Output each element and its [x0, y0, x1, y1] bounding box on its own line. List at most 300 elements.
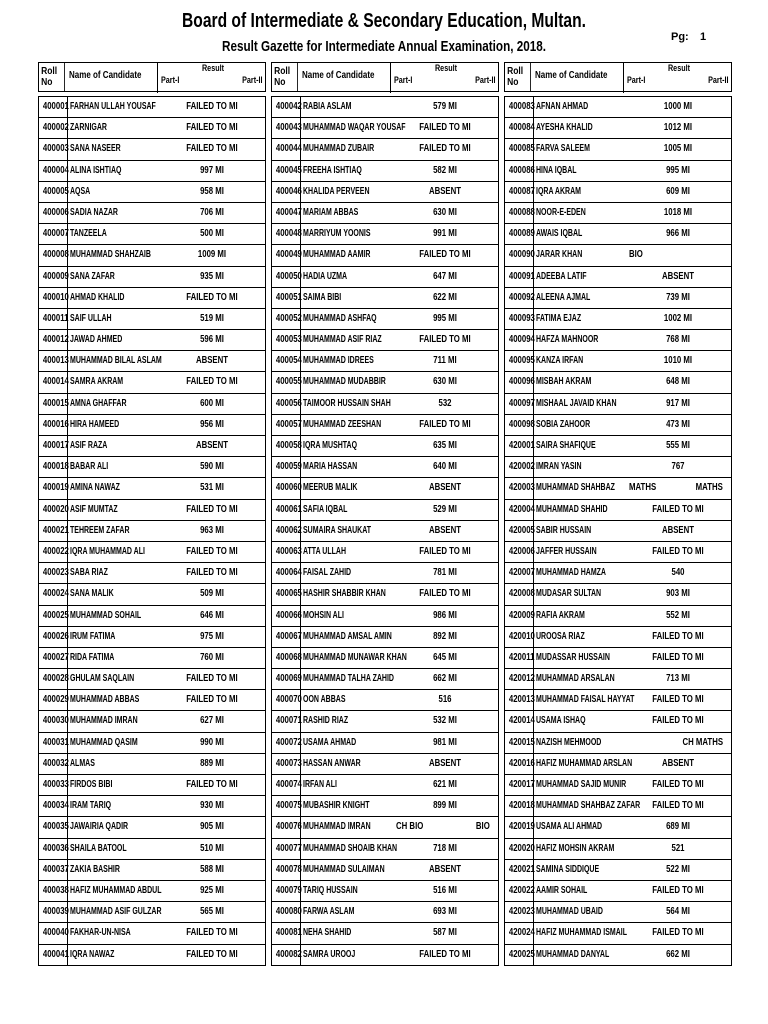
- table-header: [504, 62, 732, 92]
- result-value: 630 MI: [433, 376, 457, 388]
- candidate-name: MUHAMMAD WAQAR YOUSAF: [303, 122, 406, 134]
- result-value: 510 MI: [200, 842, 224, 854]
- cell-divider: [533, 690, 534, 710]
- table-row: [504, 161, 732, 182]
- table-row: [504, 394, 732, 415]
- candidate-name: MUHAMMAD QASIM: [70, 736, 138, 748]
- roll-number: 400004: [42, 164, 69, 176]
- cell-divider: [67, 923, 68, 943]
- result-value: 635 MI: [433, 440, 457, 451]
- table-row: [38, 839, 266, 860]
- roll-number: 400033: [42, 779, 69, 790]
- cell-divider: [533, 563, 534, 583]
- roll-number: 400022: [42, 545, 69, 557]
- roll-number: 420014: [508, 715, 535, 727]
- result-value: 966 MI: [666, 228, 690, 240]
- roll-number: 400083: [508, 101, 535, 112]
- candidate-name: MUHAMMAD SAJID MUNIR: [536, 779, 627, 790]
- roll-number: 400087: [508, 185, 535, 197]
- roll-number: 400053: [275, 334, 302, 346]
- roll-number: 420022: [508, 884, 535, 896]
- result-value: 760 MI: [200, 651, 224, 663]
- roll-number: 420007: [508, 567, 535, 579]
- result-value: 519 MI: [200, 312, 224, 324]
- roll-number: 400021: [42, 524, 69, 536]
- table-row: [38, 796, 266, 817]
- cell-divider: [67, 436, 68, 456]
- result-value: FAILED TO MI: [186, 948, 238, 960]
- result-value: 600 MI: [200, 397, 224, 409]
- roll-number: 400039: [42, 906, 69, 918]
- table-row: [38, 669, 266, 690]
- table-row: [38, 478, 266, 499]
- roll-number: 400055: [275, 376, 302, 388]
- table-row: [271, 521, 499, 542]
- table-row: [38, 606, 266, 627]
- cell-divider: [533, 139, 534, 159]
- table-row: [504, 754, 732, 775]
- result-value: 648 MI: [666, 376, 690, 388]
- roll-number: 400023: [42, 567, 69, 579]
- cell-divider: [300, 754, 301, 774]
- roll-number: 420002: [508, 461, 535, 473]
- result-value: 662 MI: [666, 948, 690, 960]
- result-value: ABSENT: [661, 270, 695, 282]
- result-value: 711 MI: [433, 355, 457, 367]
- cell-divider: [300, 563, 301, 583]
- candidate-name: ATTA ULLAH: [303, 545, 347, 557]
- part1-subjects: CH BIO: [396, 821, 424, 833]
- result-value: FAILED TO MI: [652, 715, 704, 727]
- result-value: 995 MI: [666, 164, 690, 176]
- result-value: 590 MI: [200, 461, 224, 473]
- cell-divider: [300, 521, 301, 541]
- cell-divider: [300, 775, 301, 795]
- candidate-name: JAFFER HUSSAIN: [536, 545, 597, 557]
- candidate-name: MUHAMMAD SHAHBAZ ZAFAR: [536, 800, 641, 812]
- candidate-name: SABIR HUSSAIN: [536, 524, 592, 536]
- table-row: [271, 351, 499, 372]
- cell-divider: [300, 118, 301, 138]
- roll-number: 400052: [275, 312, 302, 324]
- result-value: 935 MI: [200, 270, 224, 282]
- table-row: [38, 394, 266, 415]
- table-row: [38, 224, 266, 245]
- table-row: [38, 267, 266, 288]
- result-value: 930 MI: [200, 800, 224, 812]
- roll-number: 400013: [42, 355, 69, 367]
- cell-divider: [533, 436, 534, 456]
- candidate-name: SAMRA AKRAM: [70, 376, 124, 388]
- part2-label: Part-II: [242, 75, 263, 85]
- cell-divider: [300, 817, 301, 837]
- table-row: [271, 182, 499, 203]
- candidate-name: MUHAMMAD AAMIR: [303, 249, 371, 261]
- table-row: [271, 457, 499, 478]
- candidate-name: JAWAD AHMED: [70, 334, 123, 346]
- part1-subjects: MATHS: [629, 482, 657, 494]
- candidate-name: MUHAMMAD SHAHZAIB: [70, 249, 151, 261]
- table-row: [38, 139, 266, 160]
- roll-number: 400090: [508, 249, 535, 261]
- table-row: [504, 627, 732, 648]
- candidate-name: MUHAMMAD IMRAN: [303, 821, 371, 833]
- table-row: [504, 563, 732, 584]
- result-value: FAILED TO MI: [186, 376, 238, 388]
- roll-number: 400094: [508, 334, 535, 346]
- table-row: [271, 161, 499, 182]
- result-value: 588 MI: [200, 863, 224, 875]
- cell-divider: [67, 203, 68, 223]
- candidate-name: MUHAMMAD IMRAN: [70, 715, 138, 727]
- candidate-name: IQRA AKRAM: [536, 185, 581, 197]
- table-row: [38, 161, 266, 182]
- roll-number: 400064: [275, 567, 302, 579]
- result-value: 596 MI: [200, 334, 224, 346]
- result-value: 521: [671, 842, 685, 854]
- result-value: FAILED TO MI: [652, 545, 704, 557]
- roll-number: 400081: [275, 927, 302, 939]
- table-row: [271, 881, 499, 902]
- cell-divider: [300, 161, 301, 181]
- result-header: [390, 63, 500, 93]
- cell-divider: [300, 351, 301, 371]
- result-value: 1002 MI: [663, 312, 693, 324]
- roll-number: 400018: [42, 461, 69, 473]
- cell-divider: [300, 415, 301, 435]
- candidate-name: MISHAAL JAVAID KHAN: [536, 397, 617, 409]
- roll-no-header: Roll No: [507, 63, 531, 91]
- candidate-name: TARIQ HUSSAIN: [303, 884, 358, 896]
- table-row: [271, 224, 499, 245]
- table-row: [38, 351, 266, 372]
- result-value: 609 MI: [666, 185, 690, 197]
- roll-number: 420020: [508, 842, 535, 854]
- result-value: 582 MI: [433, 164, 457, 176]
- result-value: FAILED TO MI: [186, 673, 238, 685]
- cell-divider: [533, 945, 534, 965]
- cell-divider: [67, 288, 68, 308]
- cell-divider: [533, 415, 534, 435]
- roll-number: 400030: [42, 715, 69, 727]
- page-subtitle: Result Gazette for Intermediate Annual Examination, 2018.: [221, 38, 546, 55]
- roll-number: 400074: [275, 779, 302, 790]
- table-row: [271, 627, 499, 648]
- roll-number: 400044: [275, 143, 302, 155]
- roll-number: 400002: [42, 122, 69, 134]
- result-value: ABSENT: [661, 757, 695, 769]
- cell-divider: [533, 288, 534, 308]
- roll-number: 420005: [508, 524, 535, 536]
- roll-no-header: Roll No: [274, 63, 298, 91]
- result-value: FAILED TO MI: [186, 291, 238, 303]
- table-row: [38, 182, 266, 203]
- cell-divider: [533, 330, 534, 350]
- roll-number: 420010: [508, 630, 535, 642]
- cell-divider: [67, 881, 68, 901]
- table-row: [271, 330, 499, 351]
- cell-divider: [67, 775, 68, 795]
- cell-divider: [533, 733, 534, 753]
- cell-divider: [533, 817, 534, 837]
- result-value: FAILED TO MI: [419, 948, 471, 960]
- table-row: [38, 817, 266, 838]
- part1-subjects: BIO: [629, 249, 643, 261]
- result-value: 540: [671, 567, 685, 579]
- table-row: [271, 775, 499, 796]
- part1-label: Part-I: [161, 75, 180, 85]
- roll-number: 400011: [42, 312, 69, 324]
- candidate-name: SANA MALIK: [70, 588, 114, 600]
- result-value: 905 MI: [200, 821, 224, 833]
- candidate-name: HAFIZ MUHAMMAD ABDUL: [70, 884, 162, 896]
- cell-divider: [300, 627, 301, 647]
- result-value: FAILED TO MI: [652, 630, 704, 642]
- result-table: [504, 96, 732, 966]
- roll-number: 400066: [275, 609, 302, 621]
- table-row: [504, 839, 732, 860]
- candidate-name: IQRA MUSHTAQ: [303, 440, 358, 451]
- roll-number: 400008: [42, 249, 69, 261]
- result-value: 718 MI: [433, 842, 457, 854]
- cell-divider: [533, 711, 534, 731]
- part2-subjects: CH MATHS: [682, 736, 723, 748]
- roll-number: 400073: [275, 757, 302, 769]
- candidate-name: SOBIA ZAHOOR: [536, 418, 591, 430]
- cell-divider: [533, 754, 534, 774]
- roll-number: 420001: [508, 440, 535, 451]
- candidate-name: ASIF MUMTAZ: [70, 503, 118, 515]
- table-row: [271, 309, 499, 330]
- roll-number: 400048: [275, 228, 302, 240]
- result-value: 1005 MI: [663, 143, 693, 155]
- roll-number: 400077: [275, 842, 302, 854]
- table-row: [38, 521, 266, 542]
- cell-divider: [67, 902, 68, 922]
- roll-number: 400037: [42, 863, 69, 875]
- result-value: ABSENT: [428, 482, 462, 494]
- table-row: [271, 563, 499, 584]
- cell-divider: [300, 839, 301, 859]
- candidate-name: ADEEBA LATIF: [536, 270, 587, 282]
- cell-divider: [300, 923, 301, 943]
- candidate-name: MUDASSAR HUSSAIN: [536, 651, 610, 663]
- candidate-name: MUDASAR SULTAN: [536, 588, 602, 600]
- candidate-name: HAFZA MAHNOOR: [536, 334, 599, 346]
- table-row: [38, 563, 266, 584]
- cell-divider: [67, 97, 68, 117]
- table-row: [504, 860, 732, 881]
- roll-number: 400045: [275, 164, 302, 176]
- roll-number: 400088: [508, 206, 535, 218]
- result-value: FAILED TO MI: [419, 143, 471, 155]
- table-row: [271, 478, 499, 499]
- result-value: 532: [438, 397, 452, 409]
- candidate-name: KANZA IRFAN: [536, 355, 584, 367]
- cell-divider: [300, 203, 301, 223]
- roll-number: 400009: [42, 270, 69, 282]
- cell-divider: [300, 330, 301, 350]
- table-row: [504, 606, 732, 627]
- candidate-name: ZAKIA BASHIR: [70, 863, 120, 875]
- roll-number: 400006: [42, 206, 69, 218]
- candidate-name: FARVA SALEEM: [536, 143, 590, 155]
- table-row: [271, 796, 499, 817]
- result-value: ABSENT: [428, 757, 462, 769]
- cell-divider: [533, 97, 534, 117]
- table-row: [38, 584, 266, 605]
- candidate-name: USAMA ISHAQ: [536, 715, 586, 727]
- roll-number: 420013: [508, 694, 535, 706]
- result-value: FAILED TO MI: [419, 545, 471, 557]
- result-value: FAILED TO MI: [419, 122, 471, 134]
- candidate-name: NEHA SHAHID: [303, 927, 352, 939]
- result-value: FAILED TO MI: [419, 334, 471, 346]
- candidate-name: SAMINA SIDDIQUE: [536, 863, 600, 875]
- table-row: [38, 902, 266, 923]
- candidate-name: HADIA UZMA: [303, 270, 348, 282]
- result-value: 662 MI: [433, 673, 457, 685]
- roll-number: 400032: [42, 757, 69, 769]
- roll-number: 400085: [508, 143, 535, 155]
- table-row: [38, 415, 266, 436]
- roll-number: 400028: [42, 673, 69, 685]
- candidate-name: BABAR ALI: [70, 461, 109, 473]
- roll-number: 400017: [42, 440, 69, 451]
- cell-divider: [533, 372, 534, 392]
- result-value: ABSENT: [195, 440, 229, 451]
- table-row: [504, 923, 732, 944]
- table-row: [271, 500, 499, 521]
- cell-divider: [67, 372, 68, 392]
- result-value: 1012 MI: [663, 122, 693, 134]
- candidate-name: SAFIA IQBAL: [303, 503, 348, 515]
- roll-number: 400075: [275, 800, 302, 812]
- cell-divider: [533, 775, 534, 795]
- cell-divider: [67, 457, 68, 477]
- table-row: [38, 330, 266, 351]
- cell-divider: [67, 690, 68, 710]
- result-value: FAILED TO MI: [186, 122, 238, 134]
- cell-divider: [300, 648, 301, 668]
- cell-divider: [300, 245, 301, 265]
- result-value: 991 MI: [433, 228, 457, 240]
- candidate-name: MUHAMMAD HAMZA: [536, 567, 606, 579]
- roll-number: 400020: [42, 503, 69, 515]
- cell-divider: [300, 288, 301, 308]
- result-column-2: [271, 62, 499, 966]
- table-row: [271, 945, 499, 966]
- roll-number: 400095: [508, 355, 535, 367]
- candidate-name: MISBAH AKRAM: [536, 376, 592, 388]
- part2-subjects: MATHS: [695, 482, 723, 494]
- roll-number: 420023: [508, 906, 535, 918]
- table-row: [271, 245, 499, 266]
- cell-divider: [67, 796, 68, 816]
- candidate-name: HAFIZ MOHSIN AKRAM: [536, 842, 615, 854]
- result-value: 956 MI: [200, 418, 224, 430]
- roll-number: 400078: [275, 863, 302, 875]
- result-value: 522 MI: [666, 863, 690, 875]
- table-row: [504, 733, 732, 754]
- page-title: Board of Intermediate & Secondary Education, Multan.: [182, 10, 586, 32]
- result-table: [271, 96, 499, 966]
- result-value: FAILED TO MI: [652, 779, 704, 790]
- result-value: 986 MI: [433, 609, 457, 621]
- cell-divider: [533, 606, 534, 626]
- cell-divider: [300, 902, 301, 922]
- cell-divider: [67, 330, 68, 350]
- result-value: 892 MI: [433, 630, 457, 642]
- candidate-name: MUHAMMAD UBAID: [536, 906, 603, 918]
- cell-divider: [533, 478, 534, 498]
- table-row: [504, 500, 732, 521]
- candidate-name: AHMAD KHALID: [70, 291, 125, 303]
- cell-divider: [533, 309, 534, 329]
- table-row: [504, 182, 732, 203]
- roll-number: 400098: [508, 418, 535, 430]
- candidate-name: FAISAL ZAHID: [303, 567, 352, 579]
- result-value: 1000 MI: [663, 101, 693, 112]
- result-value: FAILED TO MI: [186, 143, 238, 155]
- candidate-name: ALINA ISHTIAQ: [70, 164, 122, 176]
- roll-number: 400080: [275, 906, 302, 918]
- candidate-name: SUMAIRA SHAUKAT: [303, 524, 372, 536]
- cell-divider: [67, 648, 68, 668]
- table-row: [38, 711, 266, 732]
- cell-divider: [533, 839, 534, 859]
- roll-number: 400091: [508, 270, 535, 282]
- table-row: [504, 775, 732, 796]
- candidate-name: UROOSA RIAZ: [536, 630, 585, 642]
- roll-number: 400065: [275, 588, 302, 600]
- candidate-name: NAZISH MEHMOOD: [536, 736, 602, 748]
- cell-divider: [67, 309, 68, 329]
- candidate-name: FARHAN ULLAH YOUSAF: [70, 101, 156, 112]
- candidate-name: TEHREEM ZAFAR: [70, 524, 130, 536]
- roll-number: 400096: [508, 376, 535, 388]
- roll-number: 420012: [508, 673, 535, 685]
- roll-number: 400097: [508, 397, 535, 409]
- table-row: [504, 521, 732, 542]
- candidate-name: MUHAMMAD DANYAL: [536, 948, 610, 960]
- result-value: FAILED TO MI: [419, 588, 471, 600]
- result-value: 1010 MI: [663, 355, 693, 367]
- roll-number: 400059: [275, 461, 302, 473]
- table-row: [504, 139, 732, 160]
- roll-number: 420009: [508, 609, 535, 621]
- cell-divider: [533, 457, 534, 477]
- candidate-name: MUHAMMAD SOHAIL: [70, 609, 142, 621]
- candidate-name: SAIMA BIBI: [303, 291, 342, 303]
- result-value: ABSENT: [428, 185, 462, 197]
- page-number-label: Pg:: [671, 31, 689, 43]
- table-row: [38, 881, 266, 902]
- roll-number: 400025: [42, 609, 69, 621]
- roll-number: 400072: [275, 736, 302, 748]
- roll-number: 400029: [42, 694, 69, 706]
- candidate-name: MUHAMMAD SHAHBAZ: [536, 482, 615, 494]
- candidate-name: AMNA GHAFFAR: [70, 397, 127, 409]
- cell-divider: [67, 839, 68, 859]
- roll-number: 400057: [275, 418, 302, 430]
- table-row: [271, 817, 499, 838]
- table-row: [271, 860, 499, 881]
- candidate-name: TAIMOOR HUSSAIN SHAH: [303, 397, 391, 409]
- cell-divider: [300, 372, 301, 392]
- roll-number: 420017: [508, 779, 535, 790]
- cell-divider: [533, 669, 534, 689]
